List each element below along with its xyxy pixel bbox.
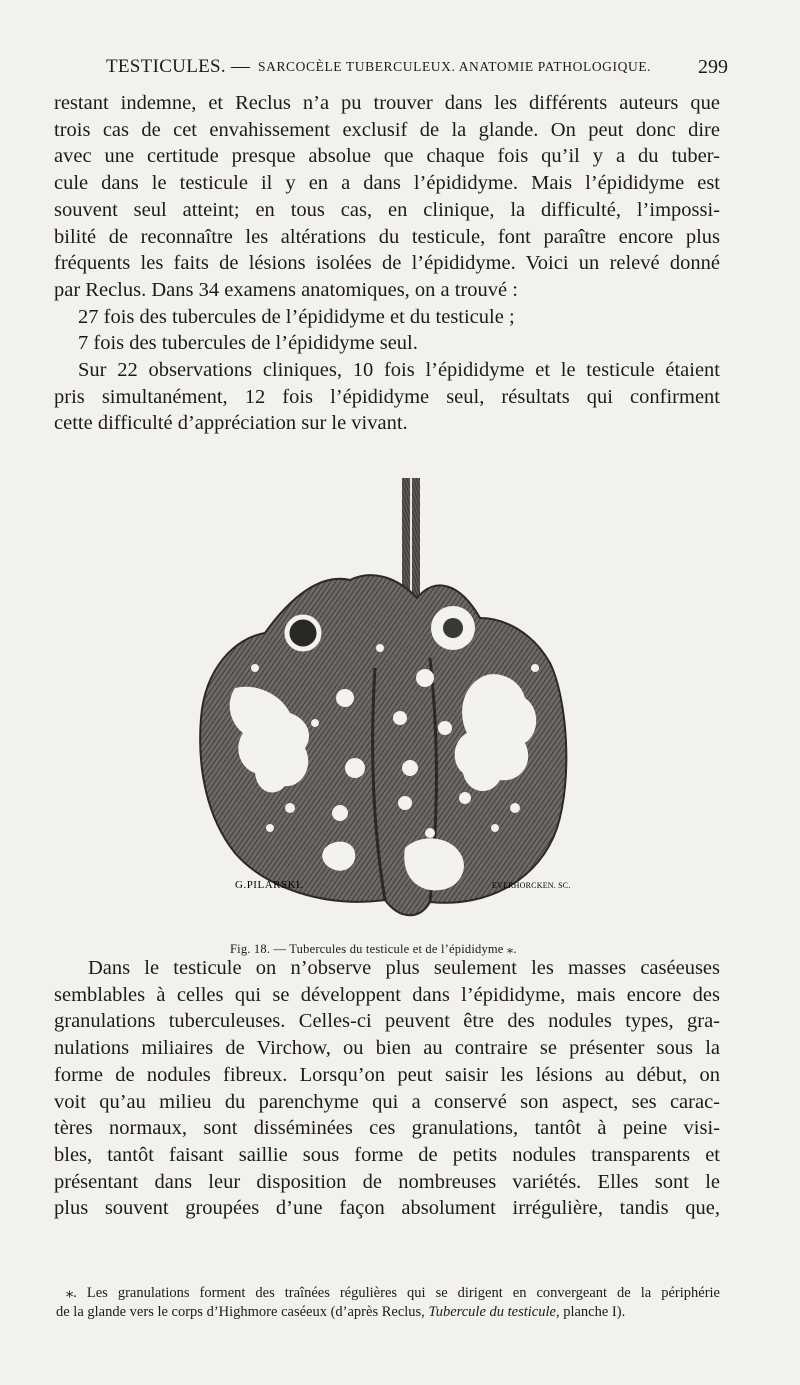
text-line: souvent seul atteint; en tous cas, en clinique, la difficulté, l’impossi-	[54, 198, 720, 221]
cavity	[287, 617, 319, 649]
footnote-line: de la glande vers le corps d’Highmore caséeux (d’après Reclus, Tubercule du testicule, planche I).	[56, 1304, 626, 1320]
text-line: cule dans le testicule il y en a dans l’épididyme. Mais l’épididyme est	[54, 172, 720, 195]
text-line: par Reclus. Dans 34 examens anatomiques, on a trouvé :	[54, 278, 518, 301]
text-line: restant indemne, et Reclus n’a pu trouver dans les différents auteurs que	[54, 92, 720, 114]
list-item: 27 fois des tubercules de l’épididyme et du testicule ;	[78, 305, 515, 328]
text-line: forme de nodules fibreux. Lorsqu’on peut saisir les lésions au début, on	[54, 1063, 720, 1086]
text-line: tères normaux, sont disséminées ces granulations, tantôt à peine visi-	[54, 1117, 720, 1140]
header-section-title: TESTICULES. —	[106, 56, 251, 77]
running-header	[106, 56, 728, 86]
testicle-illustration	[195, 468, 570, 928]
text-line: trois cas de cet envahissement exclusif de la glande. On peut donc dire	[54, 118, 720, 141]
text-line: semblables à celles qui se développent dans l’épididyme, mais encore des	[54, 983, 720, 1006]
figure-engraving	[195, 468, 570, 928]
page-number: 299	[698, 56, 728, 78]
text-line: pris simultanément, 12 fois l’épididyme seul, résultats qui confirment	[54, 385, 720, 408]
text-line: présentant dans leur disposition de nombreuses variétés. Elles sont le	[54, 1170, 720, 1193]
text-line: fréquents les faits de lésions isolées de l’épididyme. Voici un relevé donné	[54, 252, 720, 275]
figure-caption: Fig. 18. — Tubercules du testicule et de l’épididyme ⁎.	[230, 942, 517, 956]
text-line: plus souvent groupées d’une façon absolument irrégulière, tandis que,	[54, 1197, 720, 1220]
paragraph-intro	[54, 90, 720, 437]
cavity	[443, 618, 463, 638]
list-item: 7 fois des tubercules de l’épididyme seul.	[78, 332, 418, 355]
text-line: bilité de reconnaître les altérations du testicule, font paraître encore plus	[54, 225, 720, 248]
text-line: Sur 22 observations cliniques, 10 fois l’épididyme et le testicule étaient	[78, 359, 720, 382]
paragraph-granulations	[54, 955, 720, 1222]
text-line: cette difficulté d’appréciation sur le vivant.	[54, 412, 408, 435]
footnote-citation-title: Tubercule du testicule,	[428, 1304, 560, 1320]
text-line: avec une certitude presque absolue que chaque fois qu’il y a du tuber-	[54, 145, 720, 168]
header-subtitle: SARCOCÈLE TUBERCULEUX. ANATOMIE PATHOLOGIQUE.	[258, 59, 652, 74]
footnote	[56, 1284, 720, 1322]
text-line: voit qu’au milieu du parenchyme qui a conservé son aspect, ses carac-	[54, 1090, 720, 1113]
engraver-signature-left: G.PILARSKI.	[235, 879, 304, 891]
footnote-line: ⁎. Les granulations forment des traînées régulières qui se dirigent en convergeant de la périphérie	[66, 1285, 720, 1301]
text-line: nulations miliaires de Virchow, ou bien au contraire se présenter sous la	[54, 1037, 720, 1060]
text-line: granulations tuberculeuses. Celles-ci peuvent être des nodules types, gra-	[54, 1010, 720, 1033]
text-line: bles, tantôt faisant saillie sous forme de petits nodules transparents et	[54, 1143, 720, 1166]
text-line: Dans le testicule on n’observe plus seulement les masses caséeuses	[88, 957, 720, 979]
engraver-signature-right: EVERHORCKEN. SC.	[492, 881, 570, 890]
